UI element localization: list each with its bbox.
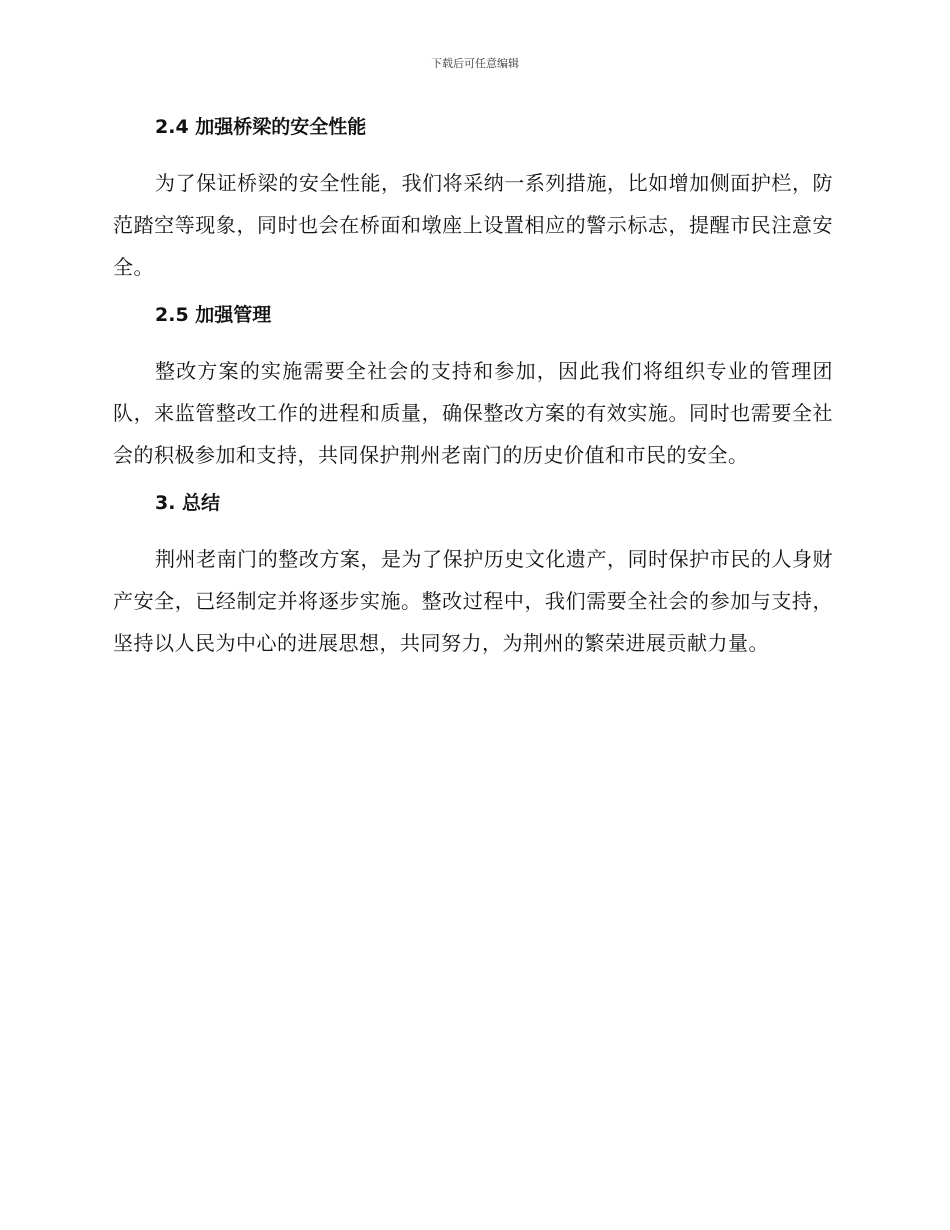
section-paragraph-3: 荆州老南门的整改方案，是为了保护历史文化遗产，同时保护市民的人身财产安全，已经制定并将逐步实施。整改过程中，我们需要全社会的参加与支持，坚持以人民为中心的进展思想，共同努力，为荆州的繁荣进展贡献力量。 (113, 547, 833, 655)
page-header: 下载后可任意编辑 (431, 57, 519, 70)
section-heading-2-5: 2.5 加强管理 (155, 304, 272, 326)
section-paragraph-2-4: 为了保证桥梁的安全性能，我们将采纳一系列措施，比如增加侧面护栏，防范踏空等现象，同时也会在桥面和墩座上设置相应的警示标志，提醒市民注意安全。 (113, 171, 833, 279)
section-paragraph-2-5: 整改方案的实施需要全社会的支持和参加，因此我们将组织专业的管理团队，来监管整改工作的进程和质量，确保整改方案的有效实施。同时也需要全社会的积极参加和支持，共同保护荆州老南门的历史价值和市民的安全。 (113, 359, 833, 467)
section-heading-2-4: 2.4 加强桥梁的安全性能 (155, 116, 367, 138)
section-heading-3: 3. 总结 (155, 492, 221, 514)
document-content (113, 112, 833, 676)
